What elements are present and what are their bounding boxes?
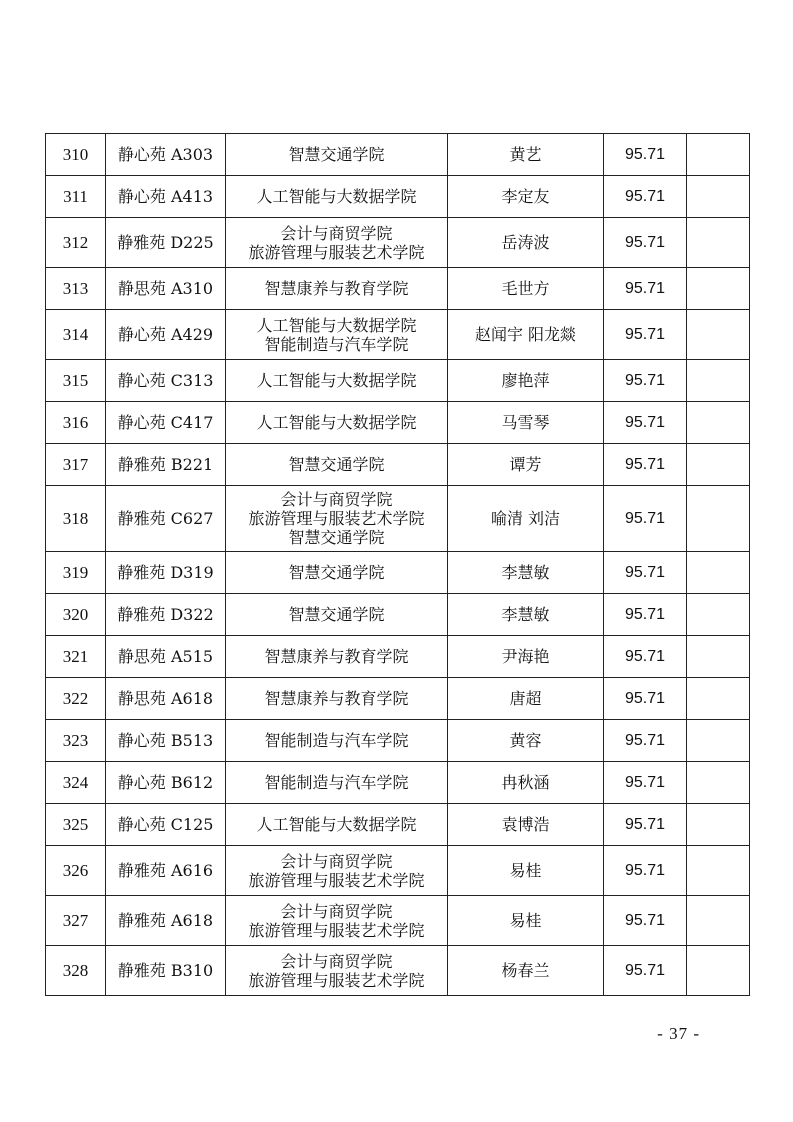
score-cell: 95.71: [604, 896, 687, 946]
remark-cell: [687, 594, 750, 636]
row-number-cell: 313: [46, 268, 106, 310]
row-number-cell: 325: [46, 804, 106, 846]
row-number-cell: 314: [46, 310, 106, 360]
table-row: [46, 486, 750, 552]
college-name: 智能制造与汽车学院: [264, 334, 409, 354]
table-row: [46, 594, 750, 636]
college-cell: [226, 762, 448, 804]
remark-cell: [687, 762, 750, 804]
table-row: [46, 402, 750, 444]
score-cell: 95.71: [604, 176, 687, 218]
dorm-room-cell: 静心苑 A303: [106, 134, 226, 176]
counselor-name-cell: 廖艳萍: [448, 360, 604, 402]
counselor-name-cell: 易桂: [448, 846, 604, 896]
score-cell: 95.71: [604, 360, 687, 402]
row-number-cell: 322: [46, 678, 106, 720]
dormitory-score-table: [45, 133, 750, 996]
score-cell: 95.71: [604, 946, 687, 996]
dorm-room-cell: 静心苑 B513: [106, 720, 226, 762]
table-row: [46, 636, 750, 678]
college-cell: [226, 134, 448, 176]
dorm-room-cell: 静雅苑 B221: [106, 444, 226, 486]
counselor-name-cell: 尹海艳: [448, 636, 604, 678]
college-name: 人工智能与大数据学院: [256, 815, 417, 834]
counselor-name-cell: 袁博浩: [448, 804, 604, 846]
remark-cell: [687, 552, 750, 594]
page-number: - 37 -: [657, 1024, 700, 1043]
table-row: [46, 846, 750, 896]
row-number-cell: 324: [46, 762, 106, 804]
remark-cell: [687, 678, 750, 720]
score-cell: 95.71: [604, 594, 687, 636]
row-number-cell: 316: [46, 402, 106, 444]
score-cell: 95.71: [604, 402, 687, 444]
score-cell: 95.71: [604, 720, 687, 762]
college-name: 智慧康养与教育学院: [264, 647, 409, 666]
college-name: 人工智能与大数据学院: [256, 371, 417, 390]
college-cell: [226, 804, 448, 846]
college-cell: [226, 402, 448, 444]
remark-cell: [687, 444, 750, 486]
counselor-name-cell: 赵闻宇 阳龙燚: [448, 310, 604, 360]
table-row: [46, 946, 750, 996]
college-cell: [226, 594, 448, 636]
row-number-cell: 311: [46, 176, 106, 218]
dorm-room-cell: 静思苑 A618: [106, 678, 226, 720]
college-name: 智慧康养与教育学院: [264, 279, 409, 298]
remark-cell: [687, 720, 750, 762]
college-name: 旅游管理与服装艺术学院: [248, 970, 425, 990]
remark-cell: [687, 846, 750, 896]
college-name: 旅游管理与服装艺术学院: [248, 242, 425, 262]
remark-cell: [687, 636, 750, 678]
counselor-name-cell: 唐超: [448, 678, 604, 720]
counselor-name-cell: 毛世方: [448, 268, 604, 310]
row-number-cell: 318: [46, 486, 106, 552]
college-cell: [226, 678, 448, 720]
college-cell: [226, 552, 448, 594]
table-row: [46, 360, 750, 402]
row-number-cell: 310: [46, 134, 106, 176]
remark-cell: [687, 402, 750, 444]
college-name: 旅游管理与服装艺术学院: [248, 870, 425, 890]
remark-cell: [687, 360, 750, 402]
dorm-room-cell: 静雅苑 D319: [106, 552, 226, 594]
college-name: 智能制造与汽车学院: [264, 731, 409, 750]
score-cell: 95.71: [604, 678, 687, 720]
college-cell: [226, 218, 448, 268]
counselor-name-cell: 岳涛波: [448, 218, 604, 268]
college-name: 人工智能与大数据学院: [256, 315, 417, 335]
counselor-name-cell: 杨春兰: [448, 946, 604, 996]
row-number-cell: 317: [46, 444, 106, 486]
row-number-cell: 315: [46, 360, 106, 402]
counselor-name-cell: 谭芳: [448, 444, 604, 486]
table-row: [46, 804, 750, 846]
table-row: [46, 310, 750, 360]
college-cell: [226, 310, 448, 360]
remark-cell: [687, 486, 750, 552]
score-cell: 95.71: [604, 268, 687, 310]
row-number-cell: 319: [46, 552, 106, 594]
college-name: 旅游管理与服装艺术学院: [248, 920, 425, 940]
score-cell: 95.71: [604, 444, 687, 486]
college-name: 会计与商贸学院: [280, 490, 393, 509]
counselor-name-cell: 黄艺: [448, 134, 604, 176]
table-row: [46, 720, 750, 762]
counselor-name-cell: 马雪琴: [448, 402, 604, 444]
row-number-cell: 327: [46, 896, 106, 946]
dorm-room-cell: 静心苑 A413: [106, 176, 226, 218]
table-row: [46, 268, 750, 310]
table-row: [46, 552, 750, 594]
counselor-name-cell: 易桂: [448, 896, 604, 946]
college-name: 智慧交通学院: [288, 528, 385, 547]
score-cell: 95.71: [604, 134, 687, 176]
college-cell: [226, 486, 448, 552]
row-number-cell: 323: [46, 720, 106, 762]
counselor-name-cell: 黄容: [448, 720, 604, 762]
college-name: 智能制造与汽车学院: [264, 773, 409, 792]
college-name: 智慧交通学院: [288, 145, 385, 164]
table-row: [46, 134, 750, 176]
score-cell: 95.71: [604, 552, 687, 594]
college-name: 会计与商贸学院: [280, 951, 393, 971]
college-cell: [226, 268, 448, 310]
table-body: [46, 134, 750, 996]
counselor-name-cell: 李慧敏: [448, 552, 604, 594]
score-cell: 95.71: [604, 636, 687, 678]
counselor-name-cell: 李慧敏: [448, 594, 604, 636]
college-name: 会计与商贸学院: [280, 901, 393, 921]
remark-cell: [687, 176, 750, 218]
row-number-cell: 321: [46, 636, 106, 678]
college-name: 人工智能与大数据学院: [256, 187, 417, 206]
college-name: 智慧交通学院: [288, 563, 385, 582]
table-row: [46, 678, 750, 720]
remark-cell: [687, 896, 750, 946]
college-cell: [226, 846, 448, 896]
counselor-name-cell: 冉秋涵: [448, 762, 604, 804]
counselor-name-cell: 喻清 刘洁: [448, 486, 604, 552]
college-name: 智慧交通学院: [288, 605, 385, 624]
remark-cell: [687, 804, 750, 846]
row-number-cell: 320: [46, 594, 106, 636]
college-name: 智慧交通学院: [288, 455, 385, 474]
dorm-room-cell: 静思苑 A515: [106, 636, 226, 678]
dorm-room-cell: 静心苑 C417: [106, 402, 226, 444]
college-name: 会计与商贸学院: [280, 851, 393, 871]
table-row: [46, 762, 750, 804]
table-row: [46, 176, 750, 218]
college-name: 会计与商贸学院: [280, 223, 393, 243]
dorm-room-cell: 静雅苑 D225: [106, 218, 226, 268]
row-number-cell: 312: [46, 218, 106, 268]
remark-cell: [687, 310, 750, 360]
score-cell: 95.71: [604, 310, 687, 360]
college-cell: [226, 360, 448, 402]
score-cell: 95.71: [604, 218, 687, 268]
score-cell: 95.71: [604, 486, 687, 552]
dorm-room-cell: 静雅苑 A616: [106, 846, 226, 896]
college-cell: [226, 896, 448, 946]
dorm-room-cell: 静雅苑 A618: [106, 896, 226, 946]
score-cell: 95.71: [604, 804, 687, 846]
table-row: [46, 444, 750, 486]
score-cell: 95.71: [604, 762, 687, 804]
dorm-room-cell: 静心苑 B612: [106, 762, 226, 804]
college-cell: [226, 176, 448, 218]
dorm-room-cell: 静心苑 C313: [106, 360, 226, 402]
college-cell: [226, 720, 448, 762]
dorm-room-cell: 静思苑 A310: [106, 268, 226, 310]
remark-cell: [687, 134, 750, 176]
counselor-name-cell: 李定友: [448, 176, 604, 218]
dorm-room-cell: 静雅苑 D322: [106, 594, 226, 636]
remark-cell: [687, 946, 750, 996]
dorm-room-cell: 静雅苑 C627: [106, 486, 226, 552]
college-name: 旅游管理与服装艺术学院: [248, 509, 425, 528]
table-row: [46, 218, 750, 268]
dorm-room-cell: 静雅苑 B310: [106, 946, 226, 996]
college-cell: [226, 444, 448, 486]
remark-cell: [687, 268, 750, 310]
college-name: 人工智能与大数据学院: [256, 413, 417, 432]
row-number-cell: 328: [46, 946, 106, 996]
college-cell: [226, 946, 448, 996]
table-row: [46, 896, 750, 946]
remark-cell: [687, 218, 750, 268]
score-cell: 95.71: [604, 846, 687, 896]
college-name: 智慧康养与教育学院: [264, 689, 409, 708]
dorm-room-cell: 静心苑 C125: [106, 804, 226, 846]
row-number-cell: 326: [46, 846, 106, 896]
college-cell: [226, 636, 448, 678]
dorm-room-cell: 静心苑 A429: [106, 310, 226, 360]
